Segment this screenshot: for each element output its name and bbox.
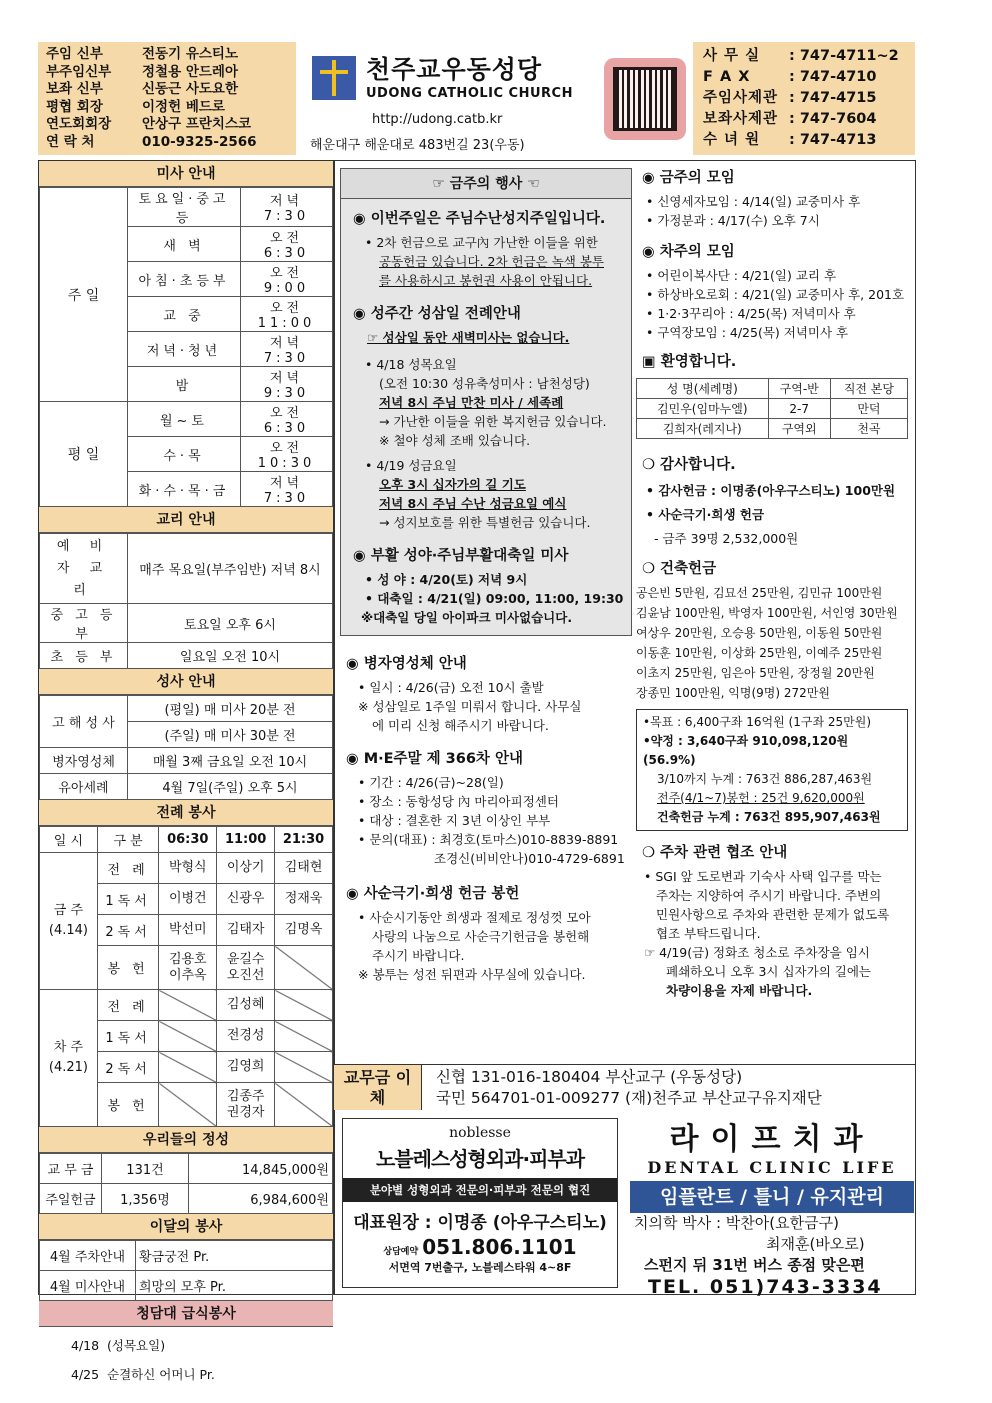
confession-value: (주일) 매 미사 30분 전	[128, 722, 333, 748]
service-value: 황금궁전 Pr.	[136, 1241, 333, 1271]
phone-label: 보좌사제관	[703, 111, 779, 127]
staff-name: 정철용 안드레아	[142, 63, 238, 80]
staff-row	[46, 81, 288, 99]
staff-name: 안상구 프란치스코	[142, 116, 252, 132]
church-url[interactable]: http://udong.catb.kr	[372, 112, 503, 127]
mass-time: 오전 9:00	[241, 262, 333, 297]
liturgy-person: 윤길수 오진선	[217, 946, 275, 990]
parking-line: 차량이용을 자제 바랍니다.	[666, 983, 813, 998]
liturgy-person: 이병건	[159, 884, 217, 915]
liturgy-week-label: 차 주 (4.21)	[40, 990, 98, 1127]
service-value: 희망의 모후 Pr.	[136, 1271, 333, 1301]
offering-label: 교 무 금	[40, 1154, 102, 1184]
doctrine-value: 일요일 오전 10시	[128, 643, 333, 669]
phone-row	[703, 109, 905, 130]
liturgy-role: 봉 헌	[97, 946, 159, 990]
parking-line: • SGI 앞 도로변과 기숙사 사택 입구를 막는	[644, 869, 882, 884]
mass-time: 저녁 7:30	[241, 332, 333, 367]
phone-label: F A X	[703, 69, 751, 85]
building-line: 이초지 25만원, 임은아 5만원, 장정월 20만원	[636, 666, 875, 680]
ad-brand: noblesse	[449, 1125, 511, 1141]
ad-dental-band: 임플란트 / 틀니 / 유지관리	[630, 1181, 914, 1213]
liturgy-person: 김태현	[275, 853, 333, 884]
mass-who: 밤	[128, 367, 241, 402]
sick-value: 매월 3째 금요일 오전 10시	[128, 748, 333, 774]
liturgy-header: 21:30	[275, 827, 333, 853]
thanks-line: • 사순극기·희생 헌금	[646, 507, 765, 522]
building-line: 김윤남 100만원, 박영자 100만원, 서인영 30만원	[636, 606, 898, 620]
liturgy-person: 김영희	[217, 1052, 275, 1083]
offering-table	[39, 1153, 333, 1214]
lent-line: 주시기 바랍니다.	[372, 948, 465, 963]
liturgy-title: 전례 봉사	[39, 800, 333, 826]
mass-who: 토요일·중고등	[128, 188, 241, 227]
phone-value: : 747-7604	[789, 111, 877, 127]
liturgy-role: 봉 헌	[97, 1083, 159, 1127]
lent-line: ※ 봉투는 성전 뒤편과 사무실에 있습니다.	[358, 967, 586, 982]
event-2-line: • 4/19 성금요일	[365, 458, 457, 473]
mass-time: 오전 10:30	[241, 437, 333, 472]
mass-who: 수·목	[128, 437, 241, 472]
event-1-line: • 2차 헌금으로 교구內 가난한 이들을 위한	[365, 235, 598, 250]
staff-row	[46, 46, 288, 64]
mass-title: 미사 안내	[39, 161, 333, 187]
mass-who: 새 벽	[128, 227, 241, 262]
mass-group-label: 평 일	[40, 402, 128, 507]
event-2-line: → 성지보호를 위한 특별헌금 있습니다.	[379, 515, 591, 530]
liturgy-person	[275, 990, 333, 1021]
staff-role: 보좌 신부	[46, 81, 103, 97]
phone-row	[703, 130, 905, 151]
event-3-heading: ◉ 부활 성야·주님부활대축일 미사	[353, 548, 569, 564]
liturgy-person: 김태자	[217, 915, 275, 946]
ad-location: 서면역 7번출구, 노블레스타워 4~8F	[388, 1261, 572, 1274]
event-2-line: 오후 3시 십자가의 길 기도	[379, 477, 526, 492]
meal-item: 4/25 순결하신 어머니 Pr.	[71, 1367, 215, 1382]
right-column	[636, 168, 912, 1000]
mass-group-label: 주 일	[40, 188, 128, 402]
welcome-cell: 구역외	[768, 419, 830, 439]
building-line: 이동훈 10만원, 이상화 25만원, 이예주 25만원	[636, 646, 883, 660]
building-line: 장종민 100만원, 익명(9명) 272만원	[636, 686, 830, 700]
goal-line: •목표 : 6,400구좌 16억원 (1구좌 25만원)	[643, 715, 872, 729]
liturgy-person	[159, 1052, 217, 1083]
doctrine-value: 매주 목요일(부주임반) 저녁 8시	[128, 534, 333, 604]
ad-dental-tel: TEL. 051)743-3334	[648, 1276, 883, 1298]
event-2-line: → 가난한 이들을 위한 복지헌금 있습니다.	[379, 414, 607, 429]
sacrament-title: 성사 안내	[39, 669, 333, 695]
liturgy-row	[40, 853, 333, 884]
liturgy-person: 김성혜	[217, 990, 275, 1021]
liturgy-person: 박형식	[159, 853, 217, 884]
welcome-header: 구역-반	[768, 379, 830, 399]
liturgy-role: 전 례	[97, 990, 159, 1021]
event-3-line: ※대축일 당일 아이파크 미사없습니다.	[361, 610, 573, 625]
doctrine-label: 예 비 자 교 리	[40, 534, 128, 604]
event-2-line: (오전 10:30 성유축성미사 : 남천성당)	[379, 376, 590, 391]
event-3-line: • 대축일 : 4/21(일) 09:00, 11:00, 19:30	[365, 591, 624, 606]
mass-table	[39, 187, 333, 507]
bank-line: 신협 131-016-180404 부산교구 (우동성당)	[436, 1068, 743, 1086]
meal-title: 청담대 급식봉사	[39, 1301, 333, 1327]
liturgy-person: 이상기	[217, 853, 275, 884]
ad-dental-location: 스펀지 뒤 31번 버스 종점 맞은편	[644, 1256, 865, 1274]
liturgy-role: 2독서	[97, 915, 159, 946]
parking-line: 폐쇄하오니 오후 3시 십자가의 길에는	[666, 964, 871, 979]
ad-dental-doctor: 최재훈(바오로)	[766, 1235, 865, 1253]
liturgy-person: 김용호 이추옥	[159, 946, 217, 990]
lent-line: 사랑의 나눔으로 사순극기헌금을 봉헌해	[372, 929, 590, 944]
liturgy-person	[275, 1083, 333, 1127]
staff-name: 이정헌 베드로	[142, 98, 225, 115]
left-column	[38, 160, 334, 1382]
lent-line: • 사순시기동안 희생과 절제로 정성껏 모아	[358, 910, 591, 925]
mass-who: 화·수·목·금	[128, 472, 241, 507]
welcome-cell: 천곡	[830, 419, 907, 439]
church-name: 천주교우동성당	[366, 55, 543, 84]
liturgy-person	[159, 990, 217, 1021]
baptism-value: 4월 7일(주일) 오후 5시	[128, 774, 333, 800]
welcome-header: 성 명(세례명)	[637, 379, 769, 399]
liturgy-header: 11:00	[217, 827, 275, 853]
offering-amount: 6,984,600원	[188, 1184, 332, 1214]
bank-label: 교무금 이 체	[334, 1065, 422, 1110]
event-2-note: ☞ 성삼일 동안 새벽미사는 없습니다.	[367, 330, 570, 345]
doctrine-label: 초 등 부	[40, 643, 128, 669]
me-line: • 기간 : 4/26(금)~28(일)	[358, 775, 504, 790]
church-logo-icon	[312, 56, 356, 100]
welcome-cell: 만덕	[830, 399, 907, 419]
thanks-heading: ❍ 감사합니다.	[642, 457, 736, 473]
liturgy-person	[275, 1021, 333, 1052]
liturgy-header: 일 시	[40, 827, 98, 853]
events-box	[340, 168, 632, 636]
building-line: 여상우 20만원, 오승용 50만원, 이동원 50만원	[636, 626, 883, 640]
welcome-heading: ▣ 환영합니다.	[642, 354, 737, 370]
doctrine-table	[39, 533, 333, 669]
phone-row	[703, 88, 905, 109]
offering-amount: 14,845,000원	[188, 1154, 332, 1184]
event-1-line: 를 사용하시고 봉헌권 사용이 안됩니다.	[379, 273, 593, 288]
meeting-line: • 하상바오로회 : 4/21(일) 교중미사 후, 201호	[646, 287, 905, 302]
event-3-line: • 성 야 : 4/20(토) 저녁 9시	[365, 572, 528, 587]
doctrine-title: 교리 안내	[39, 507, 333, 533]
liturgy-person: 신광우	[217, 884, 275, 915]
parking-heading: ❍ 주차 관련 협조 안내	[642, 845, 788, 861]
goal-line: 전주(4/1~7)봉헌 : 25건 9,620,000원	[657, 791, 865, 805]
phone-value: : 747-4715	[789, 90, 877, 106]
welcome-header: 직전 본당	[830, 379, 907, 399]
ad-noblesse	[342, 1118, 618, 1288]
meal-list	[39, 1327, 333, 1389]
mass-who: 아침·초등부	[128, 262, 241, 297]
ad-dental-en: DENTAL CLINIC LIFE	[647, 1158, 897, 1177]
mass-time: 저녁 7:30	[241, 188, 333, 227]
ad-clinic-name: 노블레스성형외과·피부과	[375, 1147, 585, 1171]
mass-row	[40, 188, 333, 227]
phone-row	[703, 46, 905, 67]
ad-band: 분야별 성형외과 전문의·피부과 전문의 협진	[343, 1178, 617, 1202]
sacrament-table	[39, 695, 333, 800]
events-title: ☞ 금주의 행사 ☜	[341, 169, 631, 199]
offering-title: 우리들의 정성	[39, 1127, 333, 1153]
phone-label: 사 무 실	[703, 48, 761, 64]
staff-row	[46, 116, 288, 134]
offering-count: 1,356명	[102, 1184, 189, 1214]
meeting-line: • 1·2·3꾸리아 : 4/25(목) 저녁미사 후	[646, 306, 856, 321]
church-logo-block	[310, 50, 600, 160]
building-line: 공은빈 5만원, 김묘선 25만원, 김민규 100만원	[636, 586, 883, 600]
me-heading: ◉ M·E주말 제 366차 안내	[346, 751, 523, 767]
offering-count: 131건	[102, 1154, 189, 1184]
parking-line: 협조 부탁드립니다.	[656, 926, 761, 941]
phone-box	[693, 42, 915, 155]
event-1-heading: ◉ 이번주일은 주님수난성지주일입니다.	[353, 211, 606, 227]
meeting-line: • 신영세자모임 : 4/14(일) 교중미사 후	[646, 194, 861, 209]
parking-line: 주차는 지양하여 주시기 바랍니다. 주변의	[656, 888, 882, 903]
meeting-line: • 어린이복사단 : 4/21(일) 교리 후	[646, 268, 837, 283]
mass-row	[40, 402, 333, 437]
bank-accounts	[422, 1065, 822, 1110]
staff-role: 연 락 처	[46, 133, 95, 150]
liturgy-header: 구 분	[97, 827, 159, 853]
sick-communion-line: • 일시 : 4/26(금) 오전 10시 출발	[358, 680, 544, 695]
welcome-cell: 2-7	[768, 399, 830, 419]
sick-label: 병자영성체	[40, 748, 128, 774]
liturgy-person	[159, 1021, 217, 1052]
service-table	[39, 1240, 333, 1301]
mass-who: 저녁·청년	[128, 332, 241, 367]
staff-role: 부주임신부	[46, 63, 112, 80]
sick-communion-line: ※ 성삼일로 1주일 미뤄서 합니다. 사무실	[358, 699, 582, 714]
staff-role: 평협 회장	[46, 98, 103, 115]
sick-communion-line: 에 미리 신청 해주시기 바랍니다.	[372, 718, 549, 733]
meal-item: 4/18 (성목요일)	[71, 1338, 166, 1353]
me-line: 조경신(비비안나)010-4729-6891	[434, 851, 625, 866]
event-2-line: • 4/18 성목요일	[365, 357, 457, 372]
welcome-cell: 김희자(레지나)	[637, 419, 769, 439]
phone-label: 주임사제관	[703, 90, 779, 106]
this-meetings-heading: ◉ 금주의 모임	[642, 170, 735, 186]
liturgy-person: 정재욱	[275, 884, 333, 915]
qr-code-icon	[604, 58, 686, 140]
event-2-heading: ◉ 성주간 성삼일 전례안내	[353, 306, 521, 322]
liturgy-role: 1독서	[97, 884, 159, 915]
middle-column	[340, 168, 632, 984]
service-label: 4월 주차안내	[40, 1241, 136, 1271]
event-2-line: 저녁 8시 주님 수난 성금요일 예식	[379, 496, 567, 511]
mass-who: 월~토	[128, 402, 241, 437]
baptism-label: 유아세례	[40, 774, 128, 800]
liturgy-person: 김명옥	[275, 915, 333, 946]
liturgy-person	[159, 1083, 217, 1127]
goal-line: 3/10까지 누계 : 763건 886,287,463원	[657, 772, 873, 786]
staff-name: 전동기 유스티노	[142, 46, 238, 62]
confession-label: 고 해 성 사	[40, 696, 128, 748]
mass-time: 오전 6:30	[241, 227, 333, 262]
me-line: • 장소 : 동항성당 內 마리아피정센터	[358, 794, 559, 809]
phone-label: 수 녀 원	[703, 132, 761, 148]
bank-transfer	[334, 1064, 916, 1110]
event-2-line: 저녁 8시 주님 만찬 미사 / 세족례	[379, 395, 564, 410]
church-address: 해운대구 해운대로 483번길 23(우동)	[310, 138, 525, 153]
phone-value: : 747-4711~2	[789, 48, 899, 64]
ad-dental-doctor: 치의학 박사 : 박찬아(요한금구)	[634, 1214, 839, 1232]
sick-communion-heading: ◉ 병자영성체 안내	[346, 656, 467, 672]
liturgy-table	[39, 826, 333, 1127]
doctrine-value: 토요일 오후 6시	[128, 604, 333, 643]
parking-line: 민원사항으로 주차와 관련한 문제가 없도록	[656, 907, 890, 922]
service-title: 이달의 봉사	[39, 1214, 333, 1240]
building-goal-box	[636, 709, 908, 831]
staff-role: 주임 신부	[46, 46, 103, 62]
liturgy-header: 06:30	[159, 827, 217, 853]
ad-director: 대표원장 : 이명종 (아우구스티노)	[353, 1213, 607, 1233]
welcome-table	[636, 378, 908, 439]
staff-name: 010-9325-2566	[142, 133, 257, 150]
liturgy-person	[275, 946, 333, 990]
staff-role: 연도회회장	[46, 116, 112, 132]
phone-value: : 747-4710	[789, 69, 877, 85]
welcome-cell: 김민우(임마누엘)	[637, 399, 769, 419]
goal-line: •약정 : 3,640구좌 910,098,120원 (56.9%)	[643, 734, 849, 767]
ad-dental-title: 라이프치과	[669, 1122, 875, 1157]
liturgy-person: 박선미	[159, 915, 217, 946]
staff-row	[46, 134, 288, 152]
ad-tel: 상담예약 051.806.1101	[383, 1235, 577, 1259]
staff-name: 신동근 사도요한	[142, 81, 238, 97]
me-line: • 문의(대표) : 최경호(토마스)010-8839-8891	[358, 832, 619, 847]
lent-heading: ◉ 사순극기·희생 헌금 봉헌	[346, 886, 520, 902]
liturgy-role: 2독서	[97, 1052, 159, 1083]
church-name-en: UDONG CATHOLIC CHURCH	[366, 86, 573, 101]
event-1-line: 공동헌금 있습니다. 2차 헌금은 녹색 봉투	[379, 254, 604, 269]
mass-time: 저녁 7:30	[241, 472, 333, 507]
staff-box	[38, 42, 296, 155]
me-line: • 대상 : 결혼한 지 3년 이상인 부부	[358, 813, 551, 828]
confession-value: (평일) 매 미사 20분 전	[128, 696, 333, 722]
staff-row	[46, 64, 288, 82]
liturgy-role: 전 례	[97, 853, 159, 884]
liturgy-role: 1독서	[97, 1021, 159, 1052]
next-meetings-heading: ◉ 차주의 모임	[642, 244, 735, 260]
thanks-line: - 금주 39명 2,532,000원	[654, 531, 799, 546]
liturgy-person	[275, 1052, 333, 1083]
mass-time: 저녁 9:30	[241, 367, 333, 402]
meeting-line: • 구역장모임 : 4/25(목) 저녁미사 후	[646, 325, 849, 340]
mass-who: 교 중	[128, 297, 241, 332]
event-2-line: ※ 철야 성체 조배 있습니다.	[379, 433, 531, 448]
mass-time: 오전 6:30	[241, 402, 333, 437]
offering-label: 주일헌금	[40, 1184, 102, 1214]
liturgy-person: 김종주 권경자	[217, 1083, 275, 1127]
liturgy-header-row	[40, 827, 333, 853]
thanks-line: • 감사헌금 : 이명종(아우구스티노) 100만원	[646, 483, 896, 498]
mass-time: 오전 11:00	[241, 297, 333, 332]
service-label: 4월 미사안내	[40, 1271, 136, 1301]
staff-row	[46, 99, 288, 117]
ad-dental	[630, 1114, 914, 1298]
phone-value: : 747-4713	[789, 132, 877, 148]
bank-line: 국민 564701-01-009277 (재)천주교 부산교구유지재단	[436, 1089, 822, 1107]
doctrine-label: 중 고 등 부	[40, 604, 128, 643]
phone-row	[703, 67, 905, 88]
liturgy-row	[40, 990, 333, 1021]
liturgy-week-label: 금 주 (4.14)	[40, 853, 98, 990]
liturgy-person: 전경성	[217, 1021, 275, 1052]
meeting-line: • 가정분과 : 4/17(수) 오후 7시	[646, 213, 820, 228]
parking-line: ☞ 4/19(금) 정화조 청소로 주차장을 임시	[644, 945, 870, 960]
building-heading: ❍ 건축헌금	[642, 561, 717, 577]
goal-line: 건축헌금 누계 : 763건 895,907,463원	[657, 810, 881, 824]
